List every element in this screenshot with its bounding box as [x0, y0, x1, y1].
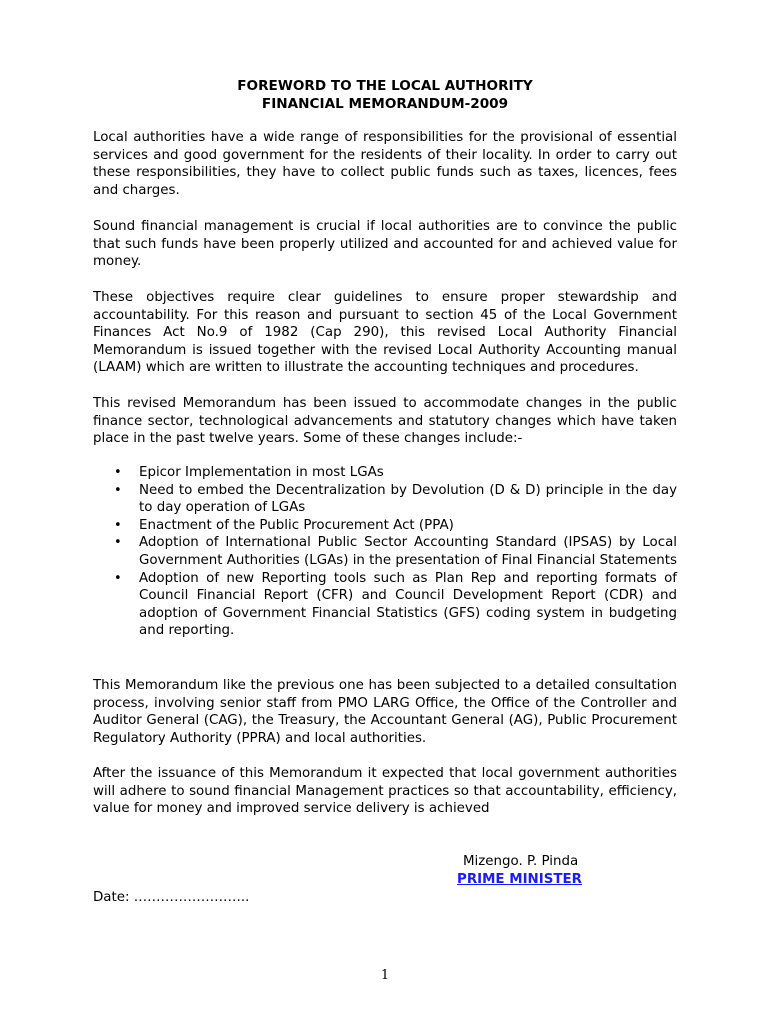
list-item: [93, 517, 677, 535]
bullet-icon: •: [114, 570, 122, 586]
paragraph-financial-management: Sound financial management is crucial if local authorities are to convince the public that such funds have been properly utilized and accounted for and achieved value for money.: [93, 219, 677, 270]
signatory-name: Mizengo. P. Pinda: [463, 854, 579, 869]
bullet-icon: •: [114, 517, 122, 533]
paragraph-expectation: After the issuance of this Memorandum it expected that local government authorities will adhere to sound financial Management practices so that accountability, efficiency, value for money and improved service delivery is achieved: [93, 766, 677, 817]
document-title: [93, 77, 677, 113]
list-item: [93, 464, 677, 482]
title-line-2: FINANCIAL MEMORANDUM-2009: [261, 96, 509, 112]
date-line: Date: ……………………..: [93, 890, 250, 905]
list-item-text: Enactment of the Public Procurement Act (PPA): [139, 517, 454, 533]
list-item: [93, 482, 677, 517]
changes-list: [93, 464, 677, 640]
title-line-1: FOREWORD TO THE LOCAL AUTHORITY: [237, 78, 533, 94]
bullet-icon: •: [114, 465, 122, 480]
list-item: [93, 570, 677, 640]
page-number: 1: [380, 968, 390, 983]
paragraph-revised-memorandum: This revised Memorandum has been issued to accommodate changes in the public finance sector, technological advancements and statutory changes which have taken place in the past twelve years. Some of these changes include:-: [93, 396, 677, 447]
bullet-icon: •: [114, 482, 122, 498]
bullet-icon: •: [114, 535, 122, 551]
list-item-text: Need to embed the Decentralization by Devolution (D & D) principle in the day to day operation of LGAs: [139, 482, 677, 516]
signatory-title-link[interactable]: PRIME MINISTER: [457, 872, 582, 887]
paragraph-consultation: This Memorandum like the previous one has been subjected to a detailed consultation process, involving senior staff from PMO LARG Office, the Office of the Controller and Auditor General (CAG), the Treasury, the Accountant General (AG), Public Procurement Regulatory Authority (PPRA) and local authorities.: [93, 678, 677, 746]
list-item-text: Adoption of International Public Sector Accounting Standard (IPSAS) by Local Government Authorities (LGAs) in the presentation of Final Financial Statements: [139, 535, 678, 568]
list-item: [93, 534, 677, 569]
paragraph-objectives: These objectives require clear guidelines to ensure proper stewardship and accountability. For this reason and pursuant to section 45 of the Local Government Finances Act No.9 of 1982 (Cap 290), this revised Local Authority Financial Memorandum is issued together with the revised Local Authority Accounting manual (LAAM) which are written to illustrate the accounting techniques and procedures.: [93, 290, 677, 376]
paragraph-responsibilities: Local authorities have a wide range of responsibilities for the provisional of essential services and good government for the residents of their locality. In order to carry out these responsibilities, they have to collect public funds such as taxes, licences, fees and charges.: [93, 130, 677, 198]
list-item-text: Adoption of new Reporting tools such as Plan Rep and reporting formats of Council Financial Report (CFR) and Council Development Report (CDR) and adoption of Government Financial Statistics (GFS) coding system in budgeting and reporting.: [139, 570, 677, 639]
list-item-text: Epicor Implementation in most LGAs: [139, 465, 384, 480]
